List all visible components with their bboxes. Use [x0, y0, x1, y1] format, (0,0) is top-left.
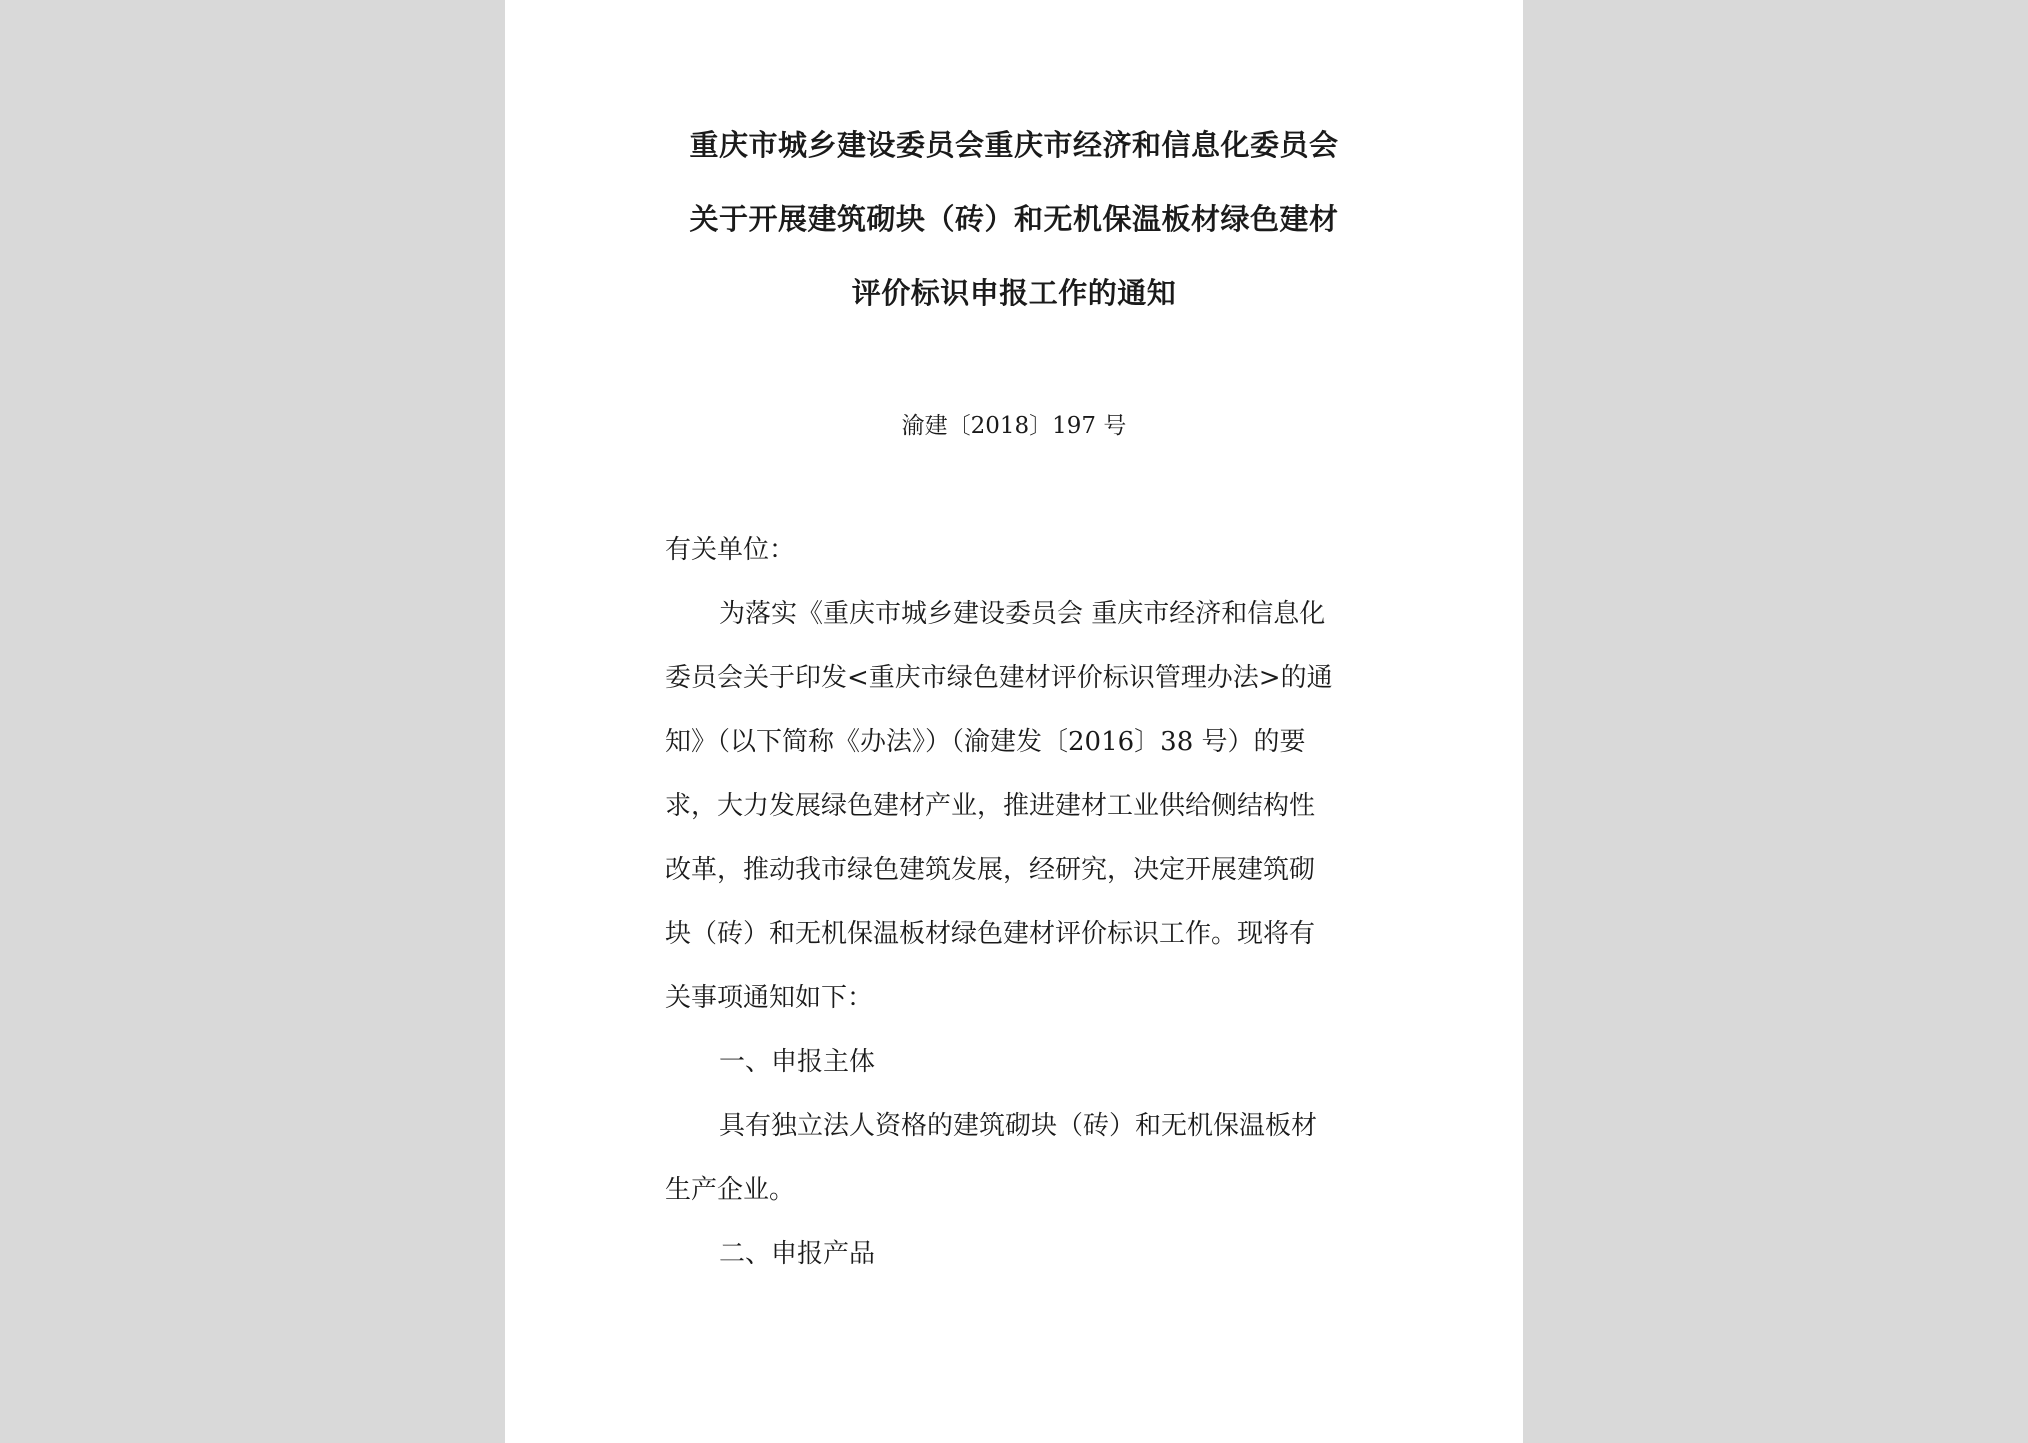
paragraph-line: 改革，推动我市绿色建筑发展，经研究，决定开展建筑砌: [665, 855, 1316, 885]
paragraph-line: 知》（以下简称《办法》）（渝建发〔2016〕38 号）的要: [665, 727, 1306, 757]
salutation: 有关单位：: [665, 535, 796, 565]
paragraph-line: 为落实《重庆市城乡建设委员会 重庆市经济和信息化: [719, 599, 1326, 629]
title-line-2: 关于开展建筑砌块（砖）和无机保温板材绿色建材: [689, 202, 1339, 236]
document-title: [505, 108, 1523, 330]
paragraph-line: 求，大力发展绿色建材产业，推进建材工业供给侧结构性: [665, 791, 1316, 821]
document-page: [505, 0, 1523, 1443]
paragraph-line: 委员会关于印发<重庆市绿色建材评价标识管理办法>的通: [665, 663, 1333, 693]
section-heading: 二、申报产品: [719, 1239, 876, 1269]
document-number: 渝建〔2018〕197 号: [901, 413, 1127, 439]
paragraph-line: 块（砖）和无机保温板材绿色建材评价标识工作。现将有: [665, 919, 1316, 949]
section-heading: 一、申报主体: [719, 1047, 876, 1077]
title-line-1: 重庆市城乡建设委员会重庆市经济和信息化委员会: [689, 128, 1339, 162]
paragraph-line: 关事项通知如下：: [665, 983, 874, 1013]
title-line-3: 评价标识申报工作的通知: [851, 276, 1177, 310]
paragraph-line: 生产企业。: [665, 1175, 796, 1205]
paragraph-line: 具有独立法人资格的建筑砌块（砖）和无机保温板材: [719, 1111, 1318, 1141]
